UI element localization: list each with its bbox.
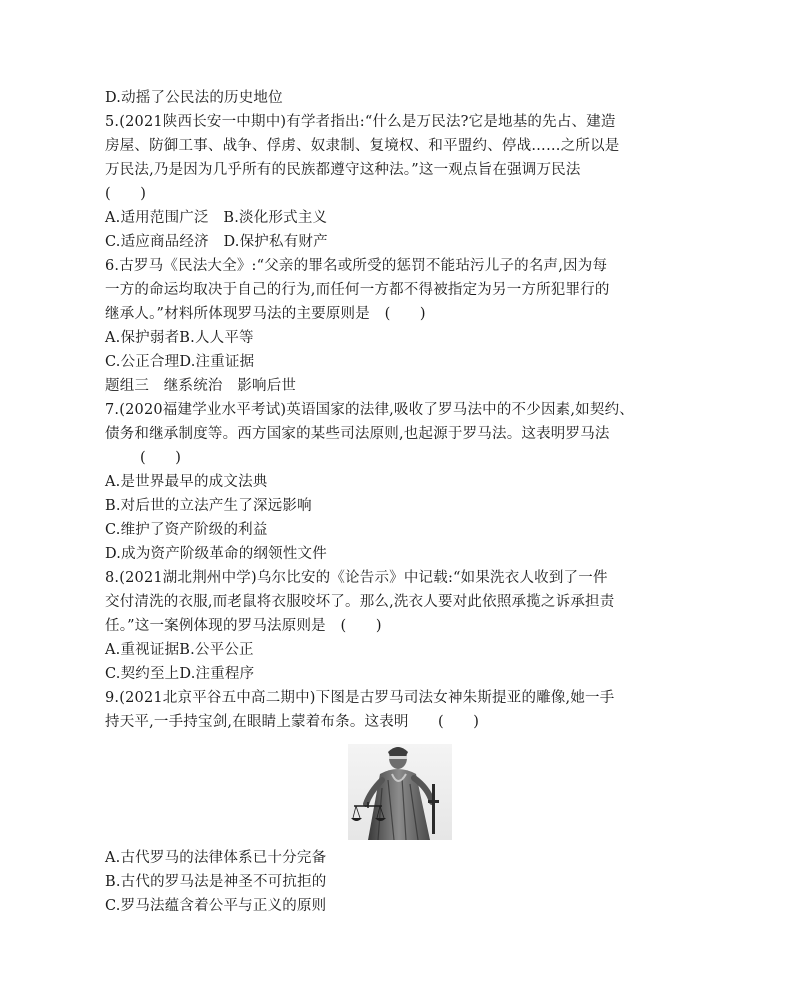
question-6-line-1: 6.古罗马《民法大全》:“父亲的罪名或所受的惩罚不能玷污儿子的名声,因为每 — [105, 258, 608, 274]
question-8-line-3: 任。”这一案例体现的罗马法原则是 ( ) — [105, 618, 382, 634]
question-8-line-1: 8.(2021湖北荆州中学)乌尔比安的《论告示》中记载:“如果洗衣人收到了一件 — [105, 570, 608, 586]
option-4d: D.动摇了公民法的历史地位 — [105, 90, 283, 106]
question-5-options-ab: A.适用范围广泛 B.淡化形式主义 — [105, 210, 328, 226]
question-6-line-3: 继承人。”材料所体现罗马法的主要原则是 ( ) — [105, 306, 426, 322]
question-7-option-c: C.维护了资产阶级的利益 — [105, 522, 268, 538]
question-7-option-d: D.成为资产阶级革命的纲领性文件 — [105, 546, 327, 562]
question-7-line-1: 7.(2020福建学业水平考试)英语国家的法律,吸收了罗马法中的不少因素,如契约、 — [105, 402, 634, 418]
question-9-option-a: A.古代罗马的法律体系已十分完备 — [105, 850, 327, 866]
question-9-line-2: 持天平,一手持宝剑,在眼睛上蒙着布条。这表明 ( ) — [105, 714, 480, 730]
question-8-options-ab: A.重视证据B.公平公正 — [105, 642, 254, 658]
question-8-options-cd: C.契约至上D.注重程序 — [105, 666, 255, 682]
question-5-answer-blank: ( ) — [105, 186, 147, 202]
question-7-option-a: A.是世界最早的成文法典 — [105, 474, 268, 490]
justitia-statue-image — [348, 744, 452, 840]
question-6-options-ab: A.保护弱者B.人人平等 — [105, 330, 254, 346]
question-5-options-cd: C.适应商品经济 D.保护私有财产 — [105, 234, 328, 250]
question-6-line-2: 一方的命运均取决于自己的行为,而任何一方都不得被指定为另一方所犯罪行的 — [105, 282, 610, 298]
question-5-line-3: 万民法,乃是因为几乎所有的民族都遵守这种法。”这一观点旨在强调万民法 — [105, 162, 581, 178]
question-8-line-2: 交付清洗的衣服,而老鼠将衣服咬坏了。那么,洗衣人要对此依照承揽之诉承担责 — [105, 594, 615, 610]
question-9-option-c: C.罗马法蕴含着公平与正义的原则 — [105, 898, 327, 914]
question-6-options-cd: C.公正合理D.注重证据 — [105, 354, 255, 370]
question-7-option-b: B.对后世的立法产生了深远影响 — [105, 498, 312, 514]
question-9-line-1: 9.(2021北京平谷五中高二期中)下图是古罗马司法女神朱斯提亚的雕像,她一手 — [105, 690, 615, 706]
question-7-answer-blank: ( ) — [140, 450, 182, 466]
section-heading-group-3: 题组三 继系统治 影响后世 — [105, 378, 297, 394]
question-5-line-2: 房屋、防御工事、战争、俘虏、奴隶制、复境权、和平盟约、停战……之所以是 — [105, 138, 620, 154]
question-5-line-1: 5.(2021陕西长安一中期中)有学者指出:“什么是万民法?它是地基的先占、建造 — [105, 114, 616, 130]
question-7-line-2: 债务和继承制度等。西方国家的某些司法原则,也起源于罗马法。这表明罗马法 — [105, 426, 610, 442]
question-9-option-b: B.古代的罗马法是神圣不可抗拒的 — [105, 874, 327, 890]
